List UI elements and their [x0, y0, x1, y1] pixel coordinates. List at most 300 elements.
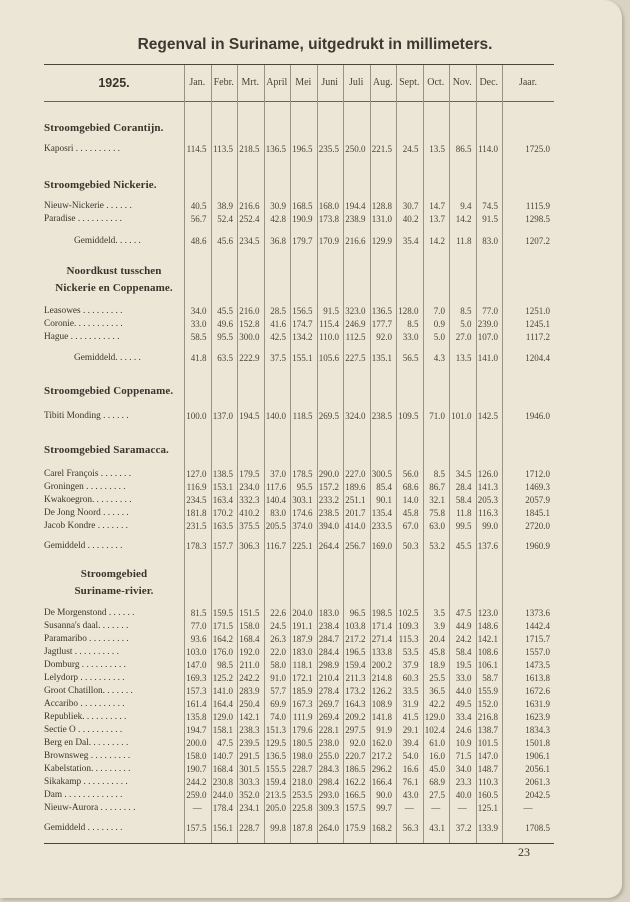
row-label: Nieuw-Nickerie . . . . . . [44, 201, 132, 211]
table-cell: 332.3 [239, 495, 260, 505]
table-cell: 20.4 [429, 634, 445, 644]
table-cell: 244.0 [212, 790, 233, 800]
table-cell: 116.7 [266, 541, 286, 551]
table-cell: 205.3 [477, 495, 498, 505]
table-cell: 2720.0 [525, 521, 550, 531]
table-cell: 37.5 [270, 353, 286, 363]
table-cell: 293.0 [318, 790, 339, 800]
table-cell: 238.3 [239, 725, 260, 735]
table-cell: 216.8 [477, 712, 498, 722]
table-cell: 238.5 [318, 508, 339, 518]
table-cell: 24.5 [270, 621, 286, 631]
table-cell: 157.5 [345, 803, 366, 813]
table-cell: 113.5 [213, 144, 233, 154]
table-cell: 374.0 [292, 521, 313, 531]
row-label: Dam . . . . . . . . . . . . . [44, 790, 123, 800]
row-label: Leasowes . . . . . . . . . [44, 306, 123, 316]
table-cell: 168.0 [318, 201, 339, 211]
table-cell: 183.0 [292, 647, 313, 657]
table-cell: 198.0 [292, 751, 313, 761]
table-cell: 58.5 [190, 332, 207, 342]
table-cell: 45.6 [217, 236, 233, 246]
table-cell: 269.5 [318, 411, 339, 421]
row-label: Groot Chatillon. . . . . . . [44, 686, 133, 696]
table-cell: 45.5 [217, 306, 233, 316]
row-label: Groningen . . . . . . . . . [44, 482, 126, 492]
table-cell: 11.8 [456, 236, 472, 246]
table-cell: 141.8 [371, 712, 392, 722]
table-cell: 200.2 [371, 660, 392, 670]
table-cell: 324.0 [345, 411, 366, 421]
table-cell: 238.5 [371, 411, 392, 421]
table-cell: 41.8 [190, 353, 207, 363]
table-cell: 180.5 [292, 738, 313, 748]
table-cell: 234.5 [239, 236, 260, 246]
table-cell: 153.1 [212, 482, 233, 492]
table-cell: 194.5 [239, 411, 260, 421]
table-cell: 172.1 [292, 673, 313, 683]
table-cell: 155.5 [265, 764, 286, 774]
table-cell: 83.0 [482, 236, 498, 246]
table-cell: 253.5 [292, 790, 313, 800]
table-cell: 47.5 [455, 608, 472, 618]
table-cell: 228.7 [292, 764, 313, 774]
table-cell: 155.1 [292, 353, 313, 363]
table-cell: 36.8 [270, 236, 286, 246]
table-cell: — [523, 803, 533, 813]
table-cell: 211.3 [345, 673, 366, 683]
table-cell: 269.4 [318, 712, 339, 722]
row-label: Paramaribo . . . . . . . . . [44, 634, 129, 644]
table-cell: 291.5 [239, 751, 260, 761]
table-cell: 93.6 [190, 634, 207, 644]
table-cell: 43.0 [402, 790, 419, 800]
table-cell: 252.4 [239, 214, 260, 224]
row-label: Accaribo . . . . . . . . . . [44, 699, 125, 709]
row-label: Coronie. . . . . . . . . . . [44, 319, 123, 329]
table-cell: 83.0 [270, 508, 286, 518]
table-cell: 1613.8 [525, 673, 550, 683]
table-cell: 102.5 [398, 608, 419, 618]
table-cell: 296.2 [371, 764, 392, 774]
table-cell: 174.6 [292, 508, 313, 518]
table-cell: 134.2 [292, 332, 313, 342]
table-cell: 58.4 [455, 495, 472, 505]
table-cell: 147.0 [477, 751, 498, 761]
table-cell: 40.2 [402, 214, 419, 224]
table-cell: 196.5 [292, 144, 313, 154]
table-cell: 152.0 [477, 699, 498, 709]
table-cell: 201.7 [345, 508, 366, 518]
table-cell: 61.0 [429, 738, 445, 748]
table-cell: 35.4 [402, 236, 419, 246]
table-cell: 225.1 [292, 541, 313, 551]
table-cell: 133.8 [371, 647, 392, 657]
table-cell: 105.6 [318, 353, 339, 363]
table-cell: 352.0 [239, 790, 260, 800]
table-cell: 216.0 [239, 306, 260, 316]
row-label: Kabelstation. . . . . . . . . [44, 764, 131, 774]
section-title: Stroomgebied Saramacca. [44, 444, 169, 456]
table-cell: 90.1 [376, 495, 392, 505]
page-number: 23 [518, 845, 530, 859]
table-cell: 91.9 [376, 725, 392, 735]
table-cell: 298.4 [318, 777, 339, 787]
table-cell: 58.7 [482, 673, 498, 683]
table-cell: 108.6 [477, 647, 498, 657]
table-cell: 205.0 [265, 803, 286, 813]
table-cell: 115.4 [319, 319, 339, 329]
table-cell: 14.7 [429, 201, 445, 211]
row-label: Sikakamp . . . . . . . . . . [44, 777, 128, 787]
table-cell: 306.3 [239, 541, 260, 551]
table-cell: 238.9 [345, 214, 366, 224]
table-cell: 77.0 [190, 621, 207, 631]
table-cell: 8.5 [407, 319, 419, 329]
table-cell: 166.4 [371, 777, 392, 787]
table-cell: 269.7 [318, 699, 339, 709]
table-cell: 251.1 [345, 495, 366, 505]
table-cell: 125.1 [477, 803, 498, 813]
table-cell: 123.0 [477, 608, 498, 618]
table-cell: 1708.5 [525, 823, 550, 833]
table-cell: 40.0 [455, 790, 472, 800]
table-cell: 45.8 [429, 647, 445, 657]
row-label: Sectie O . . . . . . . . . . [44, 725, 123, 735]
table-cell: 81.5 [190, 608, 207, 618]
section-title: Stroomgebied [80, 568, 148, 580]
table-cell: 1557.0 [525, 647, 550, 657]
table-cell: 1442.4 [525, 621, 550, 631]
table-cell: 148.6 [477, 621, 498, 631]
table-cell: 41.6 [270, 319, 286, 329]
table-cell: 394.0 [318, 521, 339, 531]
table-cell: 109.5 [398, 411, 419, 421]
table-cell: 217.2 [371, 751, 392, 761]
table-cell: 32.1 [429, 495, 445, 505]
table-cell: 34.5 [455, 469, 472, 479]
table-cell: 178.3 [186, 541, 207, 551]
table-cell: 86.7 [429, 482, 445, 492]
table-cell: 77.0 [482, 306, 498, 316]
table-cell: 194.7 [186, 725, 207, 735]
table-cell: 221.5 [371, 144, 392, 154]
table-cell: 74.5 [482, 201, 498, 211]
table-cell: 24.2 [455, 634, 472, 644]
table-cell: 114.0 [478, 144, 498, 154]
table-cell: 142.1 [477, 634, 498, 644]
row-label: Gemiddeld. . . . . . [74, 236, 141, 246]
table-cell: 125.2 [212, 673, 233, 683]
table-cell: 1501.8 [525, 738, 550, 748]
column-header: Mei [295, 77, 312, 88]
table-cell: 309.3 [318, 803, 339, 813]
table-cell: 138.7 [477, 725, 498, 735]
section-title: Stroomgebied Coppename. [44, 385, 174, 397]
column-header: April [266, 77, 288, 88]
table-cell: 227.5 [345, 353, 366, 363]
table-cell: 30.9 [270, 201, 286, 211]
row-label: Nieuw-Aurora . . . . . . . . [44, 803, 136, 813]
row-label: Paradise . . . . . . . . . . [44, 214, 122, 224]
table-cell: 217.2 [345, 634, 366, 644]
table-cell: 300.5 [371, 469, 392, 479]
table-cell: 187.8 [292, 823, 313, 833]
table-cell: 14.2 [455, 214, 472, 224]
table-cell: 301.5 [239, 764, 260, 774]
table-cell: 222.9 [239, 353, 260, 363]
table-cell: 164.3 [345, 699, 366, 709]
table-cell: 71.0 [429, 411, 445, 421]
table-cell: 179.6 [292, 725, 313, 735]
table-cell: — [457, 803, 467, 813]
table-cell: 118.5 [292, 411, 313, 421]
table-cell: 99.5 [455, 521, 472, 531]
table-cell: 136.5 [371, 306, 392, 316]
table-cell: — [431, 803, 441, 813]
table-cell: 264.0 [318, 823, 339, 833]
table-cell: 95.5 [217, 332, 233, 342]
column-header: Juni [321, 77, 339, 88]
table-cell: 142.5 [477, 411, 498, 421]
table-cell: 271.4 [371, 634, 392, 644]
table-cell: 9.4 [460, 201, 472, 211]
table-cell: 173.2 [345, 686, 366, 696]
table-cell: 67.0 [402, 521, 419, 531]
table-cell: 238.4 [318, 621, 339, 631]
table-cell: 230.8 [212, 777, 233, 787]
table-cell: 99.0 [482, 521, 498, 531]
table-cell: 141.3 [477, 482, 498, 492]
table-cell: 106.1 [477, 660, 498, 670]
table-cell: 159.4 [265, 777, 286, 787]
table-cell: 33.0 [455, 673, 472, 683]
table-cell: 155.9 [477, 686, 498, 696]
table-cell: — [404, 803, 414, 813]
table-cell: 91.5 [482, 214, 498, 224]
table-cell: 177.7 [371, 319, 392, 329]
table-cell: 142.1 [239, 712, 260, 722]
table-cell: 42.8 [270, 214, 286, 224]
table-cell: 101.0 [451, 411, 472, 421]
table-cell: 27.5 [429, 790, 445, 800]
table-cell: 167.3 [292, 699, 313, 709]
table-cell: 168.5 [292, 201, 313, 211]
table-cell: 7.0 [433, 306, 445, 316]
table-cell: 209.2 [345, 712, 366, 722]
table-cell: 171.5 [212, 621, 233, 631]
table-cell: 75.8 [429, 508, 445, 518]
table-cell: 1834.3 [525, 725, 550, 735]
table-cell: 175.9 [345, 823, 366, 833]
table-cell: 30.7 [402, 201, 419, 211]
table-cell: 168.4 [239, 634, 260, 644]
table-cell: 1117.2 [525, 332, 550, 342]
table-cell: 53.5 [402, 647, 419, 657]
table-cell: 3.9 [433, 621, 445, 631]
table-cell: 117.6 [266, 482, 286, 492]
table-cell: 103.8 [345, 621, 366, 631]
table-cell: 228.1 [318, 725, 339, 735]
table-cell: 1469.3 [525, 482, 550, 492]
table-cell: 218.0 [292, 777, 313, 787]
table-cell: 135.8 [186, 712, 207, 722]
table-cell: 410.2 [239, 508, 260, 518]
table-cell: 101.5 [477, 738, 498, 748]
table-cell: 14.2 [429, 236, 445, 246]
table-cell: 283.9 [239, 686, 260, 696]
table-cell: 33.4 [455, 712, 472, 722]
table-cell: 13.5 [455, 353, 472, 363]
table-cell: 108.9 [371, 699, 392, 709]
table-cell: 41.5 [402, 712, 419, 722]
table-cell: 24.5 [402, 144, 419, 154]
table-cell: 22.6 [270, 608, 286, 618]
table-cell: 92.0 [349, 738, 366, 748]
table-cell: 38.9 [217, 201, 233, 211]
table-cell: 323.0 [345, 306, 366, 316]
table-cell: 63.5 [217, 353, 233, 363]
table-cell: 2057.9 [525, 495, 550, 505]
table-cell: 58.0 [270, 660, 286, 670]
table-cell: 156.5 [292, 306, 313, 316]
table-cell: 68.6 [402, 482, 419, 492]
table-cell: 158.0 [186, 751, 207, 761]
table-cell: 1725.0 [525, 144, 550, 154]
table-cell: 137.6 [477, 541, 498, 551]
table-cell: 185.9 [292, 686, 313, 696]
table-cell: 1715.7 [525, 634, 550, 644]
table-cell: 37.2 [455, 823, 472, 833]
table-cell: 234.5 [186, 495, 207, 505]
table-cell: 76.1 [402, 777, 419, 787]
table-cell: 278.4 [318, 686, 339, 696]
table-cell: 116.3 [478, 508, 498, 518]
table-cell: 86.5 [455, 144, 472, 154]
table-cell: 303.3 [239, 777, 260, 787]
table-cell: 5.0 [460, 319, 472, 329]
column-header: Aug. [372, 77, 393, 88]
table-cell: 231.5 [186, 521, 207, 531]
table-cell: 115.3 [398, 634, 419, 644]
table-cell: 147.0 [186, 660, 207, 670]
table-cell: 126.2 [371, 686, 392, 696]
table-cell: 111.9 [292, 712, 313, 722]
table-cell: 52.4 [217, 214, 233, 224]
table-cell: 48.6 [190, 236, 207, 246]
table-cell: 234.0 [239, 482, 260, 492]
table-cell: 136.5 [265, 144, 286, 154]
table-cell: 140.7 [212, 751, 233, 761]
table-cell: 166.5 [345, 790, 366, 800]
table-cell: 26.3 [270, 634, 286, 644]
table-cell: 1245.1 [525, 319, 550, 329]
table-cell: 297.5 [345, 725, 366, 735]
table-cell: 284.3 [318, 764, 339, 774]
column-header: Jan. [189, 77, 206, 88]
table-cell: 214.8 [371, 673, 392, 683]
table-cell: 24.6 [455, 725, 472, 735]
table-cell: 284.4 [318, 647, 339, 657]
table-cell: 129.9 [371, 236, 392, 246]
table-cell: 99.7 [376, 803, 392, 813]
table-cell: 1373.6 [525, 608, 550, 618]
section-title: Stroomgebied Corantijn. [44, 122, 164, 134]
section-title: Nickerie en Coppename. [55, 282, 173, 294]
table-cell: 181.8 [186, 508, 207, 518]
table-cell: 170.9 [318, 236, 339, 246]
row-label: Lelydorp . . . . . . . . . . [44, 673, 125, 683]
table-cell: 1672.6 [525, 686, 550, 696]
table-cell: 60.3 [402, 673, 419, 683]
table-cell: 191.1 [292, 621, 313, 631]
table-cell: 158.0 [239, 621, 260, 631]
table-cell: 137.0 [212, 411, 233, 421]
table-cell: 129.0 [424, 712, 445, 722]
table-cell: 13.7 [429, 214, 445, 224]
table-cell: 136.5 [265, 751, 286, 761]
table-cell: 56.0 [402, 469, 419, 479]
table-cell: 178.5 [292, 469, 313, 479]
table-cell: 112.5 [345, 332, 366, 342]
table-cell: 56.3 [402, 823, 419, 833]
column-header: Nov. [452, 77, 472, 88]
table-cell: 10.9 [455, 738, 472, 748]
table-cell: 176.0 [212, 647, 233, 657]
table-cell: 25.5 [429, 673, 445, 683]
table-cell: 189.6 [345, 482, 366, 492]
table-cell: 179.5 [239, 469, 260, 479]
table-cell: 171.4 [371, 621, 392, 631]
row-label: Jagtlust . . . . . . . . . . [44, 647, 119, 657]
table-cell: 27.0 [455, 332, 472, 342]
table-cell: 228.7 [239, 823, 260, 833]
column-header: Dec. [479, 77, 499, 88]
table-cell: 133.9 [477, 823, 498, 833]
column-header: Febr. [213, 77, 234, 88]
table-cell: 71.5 [455, 751, 472, 761]
table-cell: 303.1 [292, 495, 313, 505]
table-cell: 1845.1 [525, 508, 550, 518]
section-title: Suriname-rivier. [74, 585, 154, 597]
table-cell: 128.8 [371, 201, 392, 211]
table-cell: 37.9 [402, 660, 419, 670]
table-cell: 28.4 [455, 482, 472, 492]
table-cell: 1946.0 [525, 411, 550, 421]
table-cell: 45.5 [455, 541, 472, 551]
table-cell: 85.4 [376, 482, 392, 492]
table-cell: 19.5 [455, 660, 472, 670]
row-label: Gemiddeld . . . . . . . . [44, 541, 123, 551]
header-rule [44, 101, 554, 102]
column-header: Sept. [399, 77, 420, 88]
table-cell: 33.0 [190, 319, 207, 329]
table-cell: 129.5 [265, 738, 286, 748]
section-title: Stroomgebied Nickerie. [44, 179, 157, 191]
table-cell: 53.2 [429, 541, 445, 551]
table-cell: 233.2 [318, 495, 339, 505]
table-cell: 168.4 [212, 764, 233, 774]
table-cell: 45.0 [429, 764, 445, 774]
table-cell: 1712.0 [525, 469, 550, 479]
table-cell: 1204.4 [525, 353, 550, 363]
row-label: Berg en Dal. . . . . . . . . [44, 738, 129, 748]
table-cell: 45.8 [402, 508, 419, 518]
table-cell: 11.8 [456, 508, 472, 518]
row-label: Gemiddeld . . . . . . . . [44, 823, 123, 833]
table-cell: 255.0 [318, 751, 339, 761]
column-header: Juli [349, 77, 364, 88]
